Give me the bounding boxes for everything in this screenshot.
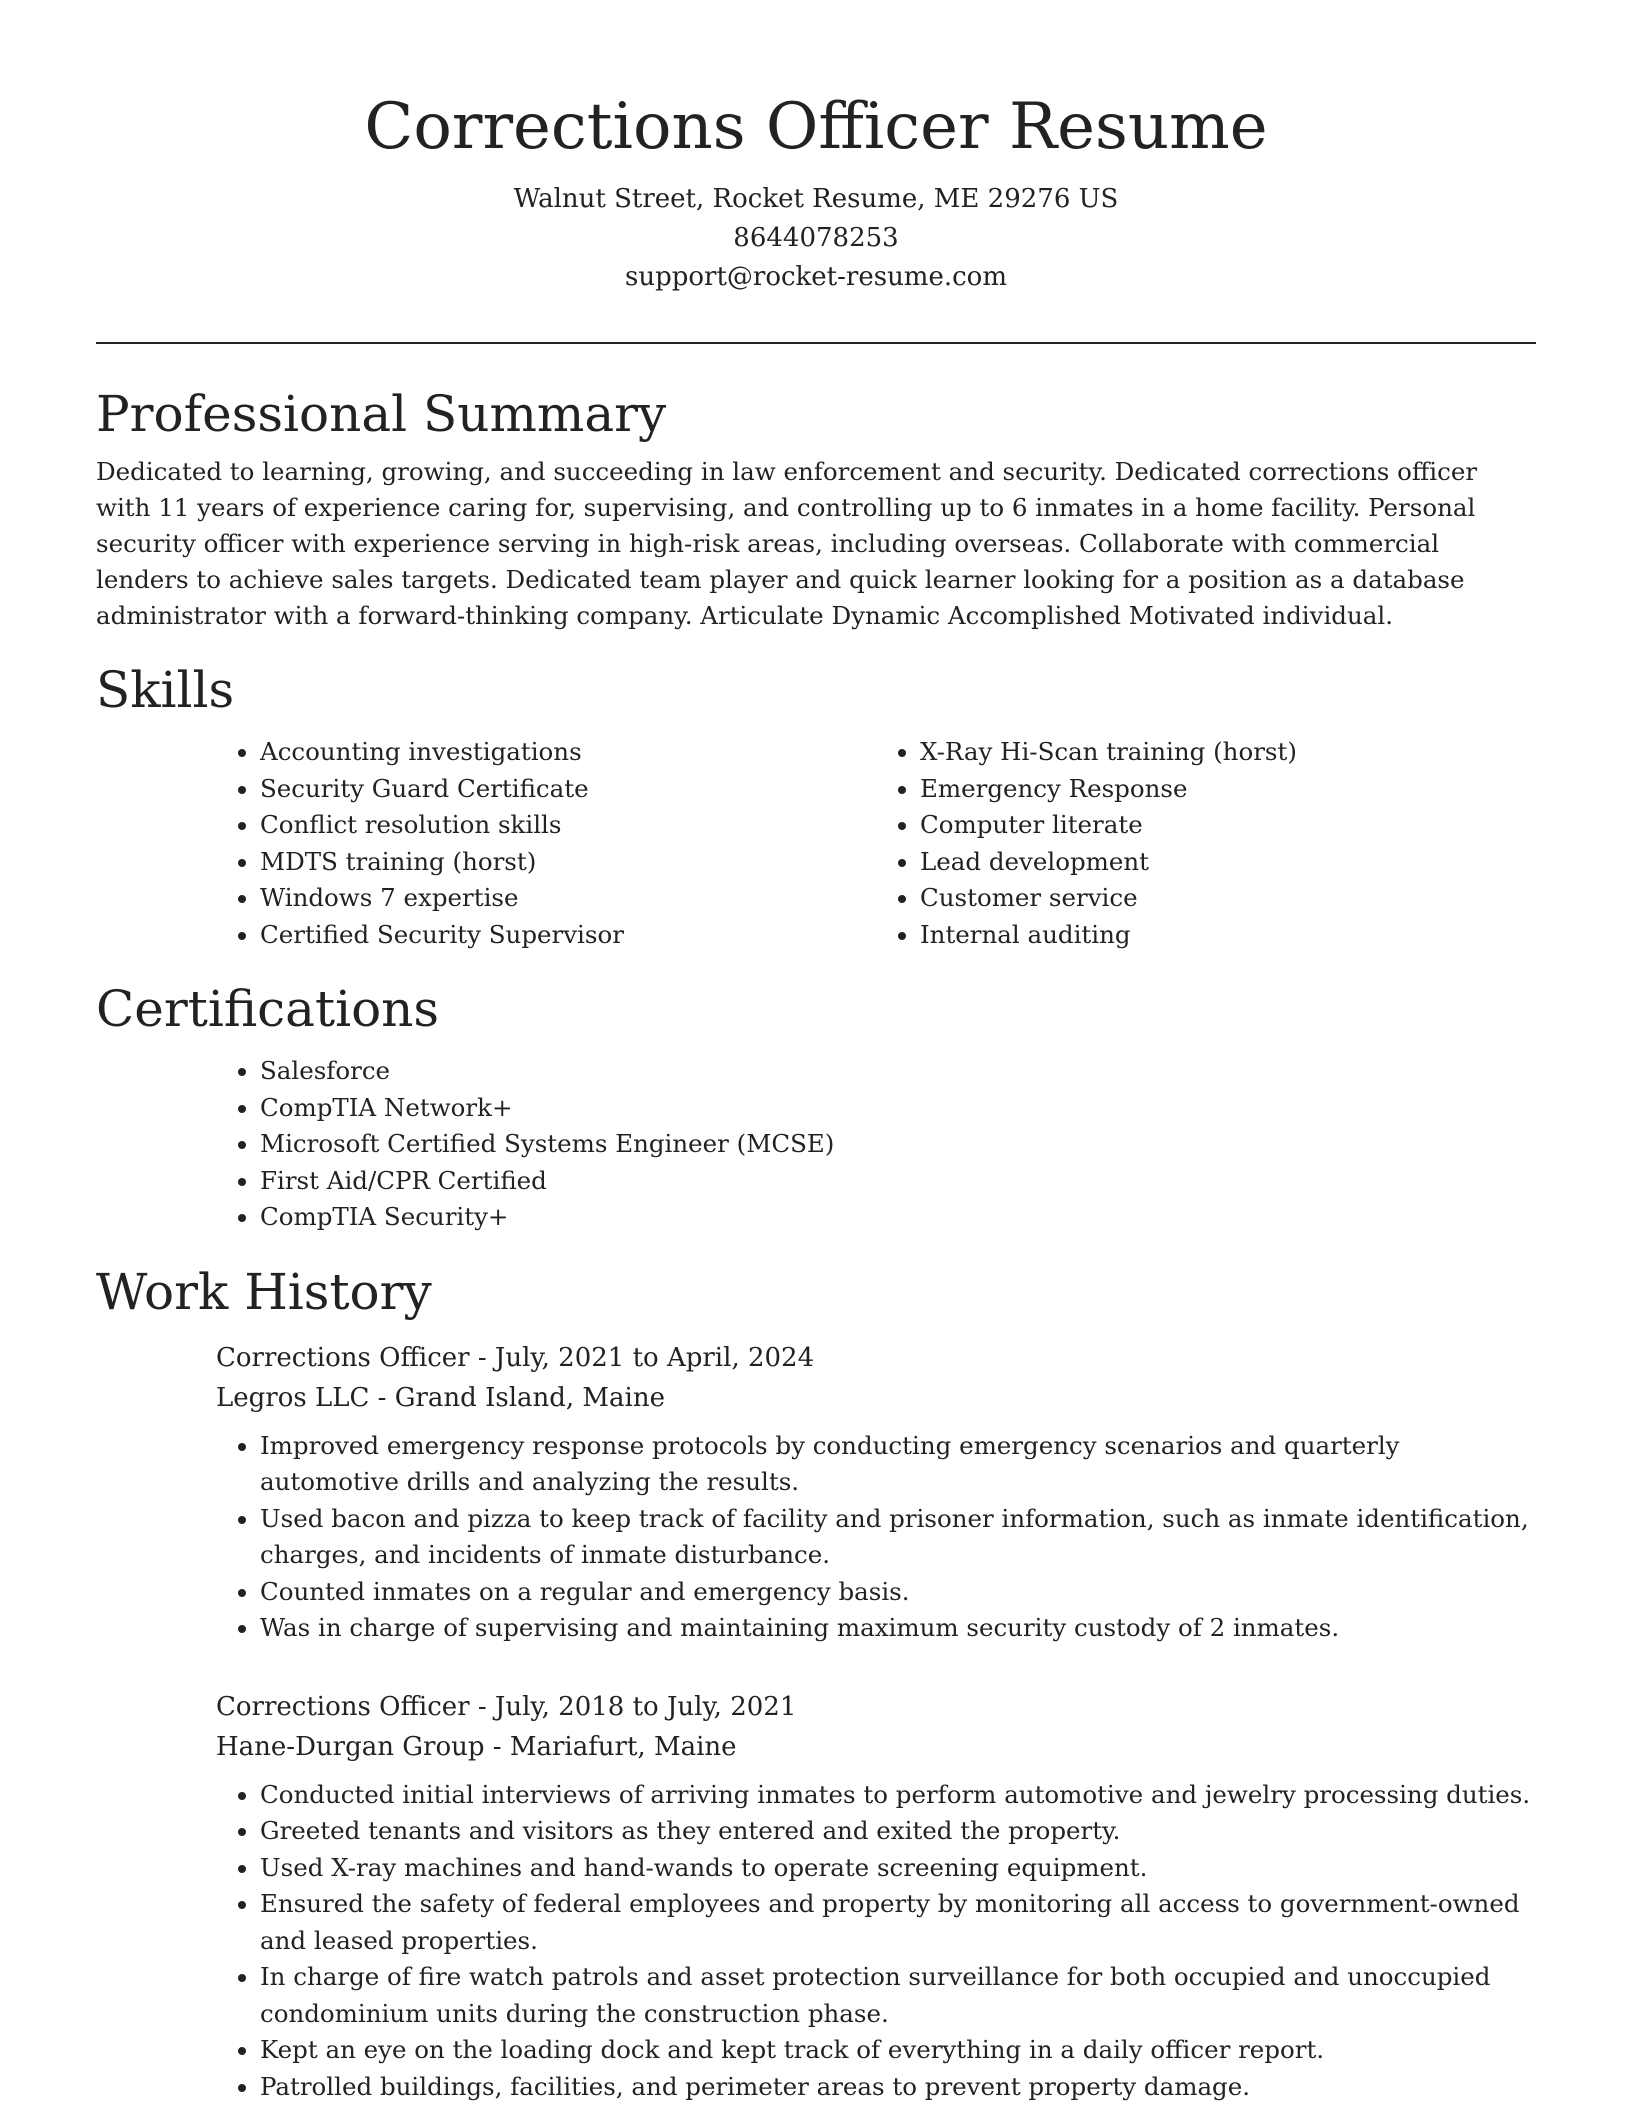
certification-item: • Salesforce [260, 1053, 1536, 1090]
address: Walnut Street, Rocket Resume, ME 29276 US [513, 184, 1119, 214]
job-entry [216, 1338, 1536, 1647]
skill-item: • Windows 7 expertise [260, 880, 876, 917]
resume-title: Corrections Officer Resume [364, 90, 1268, 164]
job-title: Corrections Officer - July, 2021 to April, 2024 [216, 1342, 815, 1373]
certifications-list [216, 1053, 1536, 1236]
skill-item: • Conflict resolution skills [260, 807, 876, 844]
certification-item: • First Aid/CPR Certified [260, 1163, 1536, 1200]
skill-item: • X-Ray Hi-Scan training (horst) [920, 734, 1536, 771]
job-duties-list [216, 1777, 1536, 2106]
job-company: Hane-Durgan Group - Mariafurt, Maine [216, 1731, 737, 1762]
certifications-section [96, 973, 1536, 1236]
resume-body [96, 378, 1536, 2105]
skill-item: • Emergency Response [920, 771, 1536, 808]
skills-heading: Skills [96, 661, 235, 719]
skill-item: • Customer service [920, 880, 1536, 917]
certifications-heading: Certifications [96, 980, 440, 1038]
job-duty: • Improved emergency response protocols by conducting emergency scenarios and quarterly automotive drills and analyzing the results. [260, 1428, 1536, 1501]
job-title: Corrections Officer - July, 2018 to July, 2021 [216, 1691, 797, 1722]
job-duty: • Used X-ray machines and hand-wands to operate screening equipment. [260, 1850, 1536, 1887]
skill-item: • Internal auditing [920, 917, 1536, 954]
certification-item: • CompTIA Network+ [260, 1090, 1536, 1127]
contact-info [0, 180, 1632, 297]
skill-item: • Certified Security Supervisor [260, 917, 876, 954]
phone: 8644078253 [733, 223, 899, 253]
skills-section [96, 654, 1536, 953]
skills-grid [216, 734, 1536, 953]
job-company: Legros LLC - Grand Island, Maine [216, 1382, 665, 1413]
skills-list-right [876, 734, 1536, 953]
certification-item: • Microsoft Certified Systems Engineer (MCSE) [260, 1126, 1536, 1163]
skill-item: • Lead development [920, 844, 1536, 881]
resume-header [0, 82, 1632, 297]
job-duty: • Counted inmates on a regular and emergency basis. [260, 1574, 1536, 1611]
skill-item: • Security Guard Certificate [260, 771, 876, 808]
work-history-heading: Work History [96, 1262, 432, 1321]
summary-text: Dedicated to learning, growing, and succeeding in law enforcement and security. Dedicated corrections officer with 11 years of experience caring for, supervising, and controlling up to 6 inmates in a home facility. Personal security officer with experience serving in high-risk areas, including overseas. Collaborate with commercial lenders to achieve sales targets. Dedicated team player and quick learner looking for a position as a database administrator with a forward-thinking company. Articulate Dynamic Accomplished Motivated individual. [96, 457, 1478, 630]
job-duties-list [216, 1428, 1536, 1647]
skills-list-left [216, 734, 876, 953]
work-history-section [96, 1256, 1536, 2106]
email: support@rocket-resume.com [624, 262, 1007, 292]
skill-item: • Accounting investigations [260, 734, 876, 771]
job-entry [216, 1687, 1536, 2106]
summary-heading: Professional Summary [96, 385, 667, 443]
header-divider [96, 342, 1536, 344]
job-duty: • Ensured the safety of federal employees and property by monitoring all access to government-owned and leased properties. [260, 1886, 1536, 1959]
skill-item: • Computer literate [920, 807, 1536, 844]
summary-section [96, 378, 1536, 634]
job-duty: • Patrolled buildings, facilities, and perimeter areas to prevent property damage. [260, 2069, 1536, 2106]
job-duty: • In charge of fire watch patrols and asset protection surveillance for both occupied and unoccupied condominium units during the construction phase. [260, 1959, 1536, 2032]
certification-item: • CompTIA Security+ [260, 1199, 1536, 1236]
job-duty: • Kept an eye on the loading dock and kept track of everything in a daily officer report. [260, 2032, 1536, 2069]
job-duty: • Used bacon and pizza to keep track of facility and prisoner information, such as inmate identification, charges, and incidents of inmate disturbance. [260, 1501, 1536, 1574]
job-duty: • Was in charge of supervising and maintaining maximum security custody of 2 inmates. [260, 1610, 1536, 1647]
skill-item: • MDTS training (horst) [260, 844, 876, 881]
job-duty: • Greeted tenants and visitors as they entered and exited the property. [260, 1813, 1536, 1850]
job-duty: • Conducted initial interviews of arriving inmates to perform automotive and jewelry processing duties. [260, 1777, 1536, 1814]
